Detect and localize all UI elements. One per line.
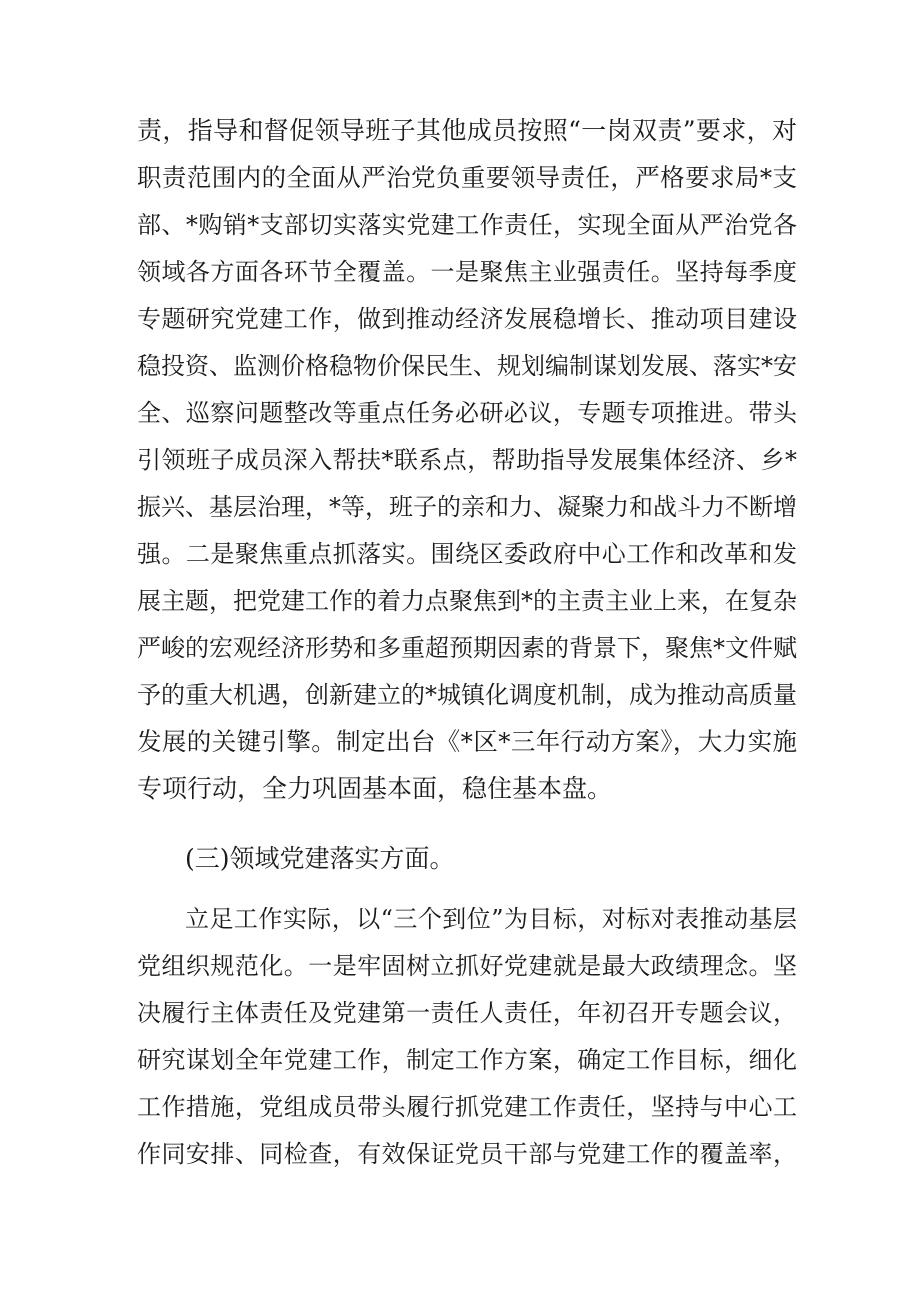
text-line: 党组织规范化。一是牢固树立抓好党建就是最大政绩理念。坚 <box>137 952 797 980</box>
text-line: 研究谋划全年党建工作，制定工作方案，确定工作目标，细化 <box>137 1046 797 1074</box>
text-line: 发展的关键引擎。制定出台《*区*三年行动方案》，大力实施 <box>137 727 797 756</box>
text-line: 专题研究党建工作，做到推动经济发展稳增长、推动项目建设 <box>137 305 797 333</box>
text-line: 振兴、基层治理，*等，班子的亲和力、凝聚力和战斗力不断增 <box>137 493 797 521</box>
text-line: 立足工作实际，以“三个到位”为目标，对标对表推动基层 <box>185 905 797 933</box>
text-line: 领域各方面各环节全覆盖。一是聚焦主业强责任。坚持每季度 <box>137 258 797 286</box>
text-line: 稳投资、监测价格稳物价保民生、规划编制谋划发展、落实*安 <box>137 352 797 380</box>
text-line: 责，指导和督促领导班子其他成员按照“一岗双责”要求，对 <box>137 116 797 145</box>
section-heading: (三)领域党建落实方面。 <box>185 844 455 873</box>
text-line: 予的重大机遇，创新建立的*城镇化调度机制，成为推动高质量 <box>137 681 797 709</box>
text-line: 工作措施，党组成员带头履行抓党建工作责任，坚持与中心工 <box>137 1093 797 1121</box>
text-line: 严峻的宏观经济形势和多重超预期因素的背景下，聚焦*文件赋 <box>137 634 797 662</box>
text-line: 职责范围内的全面从严治党负重要领导责任，严格要求局*支 <box>137 163 797 192</box>
text-line: 引领班子成员深入帮扶*联系点，帮助指导发展集体经济、乡* <box>137 446 797 474</box>
text-line: 部、*购销*支部切实落实党建工作责任，实现全面从严治党各 <box>137 211 797 239</box>
text-line: 专项行动，全力巩固基本面，稳住基本盘。 <box>137 774 613 803</box>
text-line: 强。二是聚焦重点抓落实。围绕区委政府中心工作和改革和发 <box>137 540 797 568</box>
text-line: 全、巡察问题整改等重点任务必研必议，专题专项推进。带头 <box>137 399 797 427</box>
text-line: 展主题，把党建工作的着力点聚焦到*的主责主业上来，在复杂 <box>137 587 797 615</box>
text-line: 作同安排、同检查，有效保证党员干部与党建工作的覆盖率， <box>137 1140 797 1168</box>
text-line: 决履行主体责任及党建第一责任人责任，年初召开专题会议， <box>137 999 797 1027</box>
